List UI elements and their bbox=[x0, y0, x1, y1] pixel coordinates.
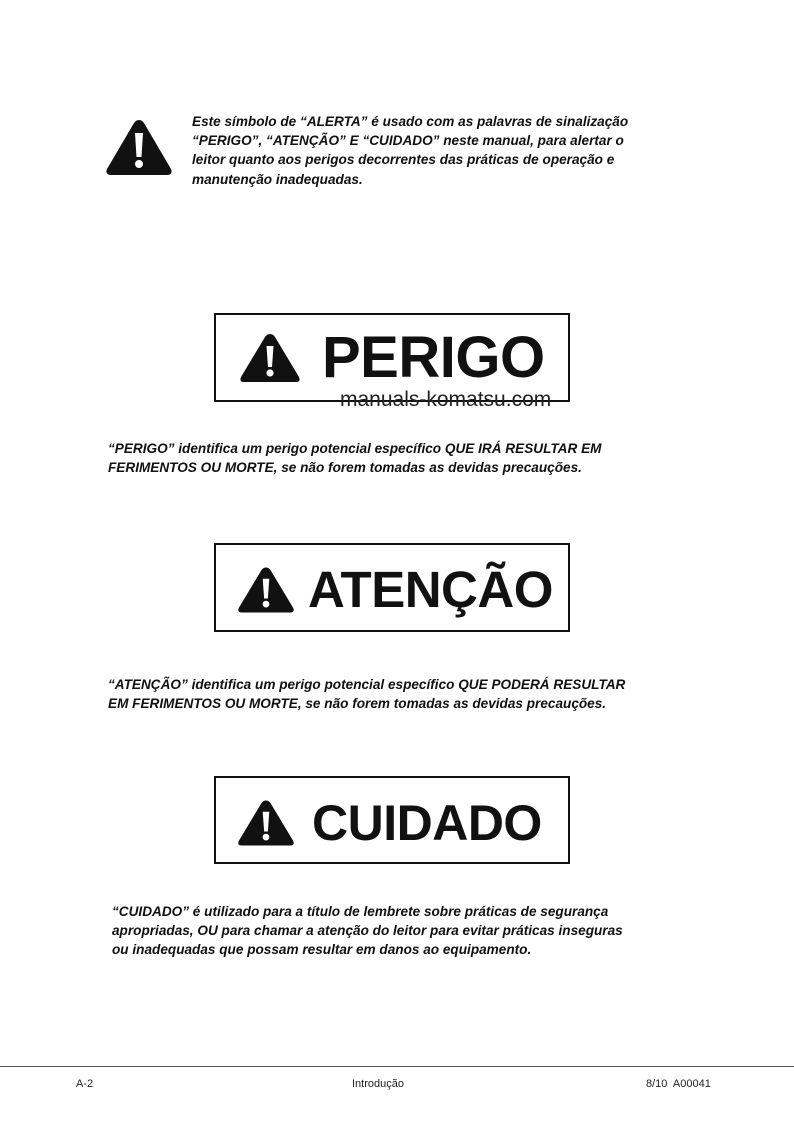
cuidado-word: CUIDADO bbox=[312, 795, 542, 851]
alert-symbol-icon bbox=[104, 116, 174, 178]
warning-triangle-icon bbox=[236, 798, 296, 848]
intro-line: manutenção inadequadas. bbox=[192, 171, 363, 187]
atencao-sign bbox=[214, 543, 570, 632]
page-number: A-2 bbox=[76, 1078, 94, 1090]
watermark-text: manuals-komatsu.com bbox=[340, 388, 552, 411]
warning-triangle-icon bbox=[238, 332, 302, 384]
cuidado-line: “CUIDADO” é utilizado para a título de lembrete sobre práticas de segurança bbox=[112, 904, 609, 919]
intro-line: leitor quanto aos perigos decorrentes das práticas de operação e bbox=[192, 152, 615, 168]
atencao-description bbox=[108, 675, 678, 713]
document-code: 8/10 A00041 bbox=[646, 1078, 711, 1090]
cuidado-line: apropriadas, OU para chamar a atenção do leitor para evitar práticas inseguras bbox=[112, 923, 623, 939]
section-title: Introdução bbox=[352, 1078, 404, 1090]
cuidado-line: ou inadequadas que possam resultar em danos ao equipamento. bbox=[112, 942, 532, 958]
atencao-line: EM FERIMENTOS OU MORTE, se não forem tomadas as devidas precauções. bbox=[108, 696, 607, 712]
atencao-word: ATENÇÃO bbox=[308, 561, 553, 618]
footer-divider bbox=[0, 1066, 794, 1067]
cuidado-description bbox=[112, 902, 676, 960]
cuidado-sign bbox=[214, 776, 570, 864]
alert-intro-text bbox=[192, 112, 674, 189]
intro-line: Este símbolo de “ALERTA” é usado com as palavras de sinalização bbox=[192, 114, 629, 129]
perigo-word: PERIGO bbox=[322, 325, 545, 390]
intro-line: “PERIGO”, “ATENÇÃO” E “CUIDADO” neste manual, para alertar o bbox=[192, 133, 624, 149]
atencao-line: “ATENÇÃO” identifica um perigo potencial específico QUE PODERÁ RESULTAR bbox=[108, 677, 626, 692]
perigo-line: “PERIGO” identifica um perigo potencial específico QUE IRÁ RESULTAR EM bbox=[108, 441, 602, 456]
perigo-line: FERIMENTOS OU MORTE, se não forem tomadas as devidas precauções. bbox=[108, 460, 582, 476]
warning-triangle-icon bbox=[236, 565, 296, 615]
perigo-description bbox=[108, 439, 678, 477]
